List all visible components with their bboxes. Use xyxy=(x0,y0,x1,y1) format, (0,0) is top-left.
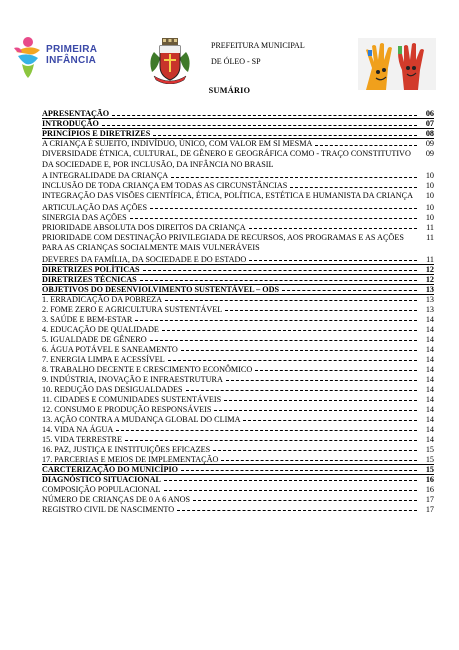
toc-entry-title: 17. PARCERIAS E MEIOS DE IMPLEMENTAÇÃO xyxy=(42,454,219,464)
municipal-crest-icon xyxy=(148,38,192,84)
toc-entry-title: PRIORIDADE ABSOLUTA DOS DIREITOS DA CRIANÇA xyxy=(42,222,246,232)
toc-page-number: 14 xyxy=(425,394,434,404)
toc-leader-dots xyxy=(249,260,417,261)
toc-entry-title: DIVERSIDADE ÉTNICA, CULTURAL, DE GÊNERO E GEOGRÁFICA COMO - TRAÇO CONSTITUTIVO DA SOCIEDADE E, POR INCLUSÃO, DA INFÂNCIA NO BRASIL xyxy=(42,149,411,169)
toc-entry-title: OBJETIVOS DO DESENVIOLVIMENTO SUSTENTÁVEL – ODS xyxy=(42,284,280,294)
toc-page-number: 12 xyxy=(425,274,434,284)
toc-leader-dots xyxy=(140,280,417,281)
toc-entry xyxy=(42,344,434,354)
toc-page-number: 12 xyxy=(425,264,434,274)
toc-entry xyxy=(42,384,434,394)
toc-entry xyxy=(42,504,434,514)
primeira-infancia-logo xyxy=(14,34,98,84)
toc-entry-title: APRESENTAÇÃO xyxy=(42,109,110,118)
toc-page-number: 10 xyxy=(425,212,434,222)
toc-leader-dots xyxy=(214,410,417,411)
toc-leader-dots xyxy=(193,500,417,501)
toc-page-number: 10 xyxy=(425,171,434,180)
toc-page-number: 10 xyxy=(425,191,434,200)
toc-leader-dots xyxy=(150,340,417,341)
toc-page-number: 11 xyxy=(426,222,434,232)
toc-leader-dots xyxy=(225,310,417,311)
toc-entry-title: REGISTRO CIVIL DE NASCIMENTO xyxy=(42,504,175,514)
toc-entry xyxy=(42,202,434,212)
toc-page-number: 14 xyxy=(425,334,434,344)
toc-leader-dots xyxy=(249,228,417,229)
toc-entry-title: INTRODUÇÃO xyxy=(42,119,99,128)
toc-leader-dots xyxy=(102,125,417,126)
painted-hands-image xyxy=(358,38,436,90)
toc-page-number: 16 xyxy=(425,484,434,494)
toc-entry-title: 2. FOME ZERO E AGRICULTURA SUSTENTÁVEL xyxy=(42,304,223,314)
toc-entry-title: DIRETRIZES POLÍTICAS xyxy=(42,264,140,274)
toc-leader-dots xyxy=(177,510,417,511)
toc-leader-dots xyxy=(243,420,417,421)
toc-entry-title: ARTICULAÇÃO DAS AÇÕES xyxy=(42,202,148,212)
toc-entry-title: NÚMERO DE CRIANÇAS DE 0 A 6 ANOS xyxy=(42,494,191,504)
toc-entry xyxy=(42,424,434,434)
toc-leader-dots xyxy=(153,135,417,136)
toc-entry-title: 10. REDUÇÃO DAS DESIGUALDADES xyxy=(42,384,183,394)
toc-entry xyxy=(42,212,434,222)
toc-page-number: 14 xyxy=(425,314,434,324)
toc-page-number: 15 xyxy=(425,444,434,454)
toc-entry xyxy=(42,444,434,454)
toc-entry-title: 5. IGUALDADE DE GÊNERO xyxy=(42,334,147,344)
toc-entry-title: INCLUSÃO DE TODA CRIANÇA EM TODAS AS CIRCUNSTÂNCIAS xyxy=(42,181,288,190)
toc-entry xyxy=(42,148,434,170)
toc-page-number: 09 xyxy=(425,149,434,158)
org-name-line2: DE ÓLEO - SP xyxy=(211,57,261,66)
toc-entry-title: 15. VIDA TERRESTRE xyxy=(42,434,122,444)
toc-entry xyxy=(42,404,434,414)
toc-leader-dots xyxy=(112,115,417,116)
toc-leader-dots xyxy=(150,208,417,209)
toc-entry xyxy=(42,190,434,202)
toc-entry xyxy=(42,294,434,304)
toc-entry xyxy=(42,414,434,424)
toc-leader-dots xyxy=(130,218,417,219)
toc-page-number: 15 xyxy=(425,454,434,464)
toc-leader-dots xyxy=(165,300,417,301)
toc-entry xyxy=(42,434,434,444)
toc-leader-dots xyxy=(181,350,417,351)
toc-entry-title: 3. SAÚDE E BEM-ESTAR xyxy=(42,314,133,324)
toc-entry-title: 9. INDÚSTRIA, INOVAÇÃO E INFRAESTRUTURA xyxy=(42,374,223,384)
toc-entry-title: DEVERES DA FAMÍLIA, DA SOCIEDADE E DO ESTADO xyxy=(42,254,247,264)
toc-entry-title: 1. ERRADICAÇÃO DA POBREZA xyxy=(42,294,163,304)
toc-page-number: 14 xyxy=(425,364,434,374)
toc-leader-dots xyxy=(164,480,417,481)
toc-page-number: 14 xyxy=(425,344,434,354)
toc-entry-title: 4. EDUCAÇÃO DE QUALIDADE xyxy=(42,324,159,334)
toc-entry-title: 8. TRABALHO DECENTE E CRESCIMENTO ECONÔMICO xyxy=(42,364,253,374)
toc-leader-dots xyxy=(162,330,417,331)
toc-leader-dots xyxy=(282,290,417,291)
toc-leader-dots xyxy=(315,145,417,146)
page-title: SUMÁRIO xyxy=(208,86,251,95)
toc-entry-title: 7. ENERGIA LIMPA E ACESSÍVEL xyxy=(42,354,165,364)
toc-page-number: 16 xyxy=(425,474,434,484)
org-name-line1: PREFEITURA MUNICIPAL xyxy=(211,41,305,50)
toc-page-number: 06 xyxy=(425,109,434,118)
toc-entry xyxy=(42,264,434,274)
toc-entry xyxy=(42,284,434,294)
toc-page-number: 08 xyxy=(425,129,434,138)
toc-page-number: 13 xyxy=(425,304,434,314)
toc-entry xyxy=(42,304,434,314)
toc-entry-title: SINERGIA DAS AÇÕES xyxy=(42,212,127,222)
logo-text-infancia: INFÂNCIA xyxy=(46,55,97,66)
toc-entry-title: INTEGRAÇÃO DAS VISÕES CIENTÍFICA, ÉTICA, POLÍTICA, ESTÉTICA E HUMANISTA DA CRIANÇA xyxy=(42,191,414,200)
toc-entry xyxy=(42,138,434,148)
logo-figure-icon xyxy=(14,34,44,80)
toc-leader-dots xyxy=(226,380,417,381)
toc-leader-dots xyxy=(171,177,417,178)
toc-page-number: 11 xyxy=(426,254,434,264)
toc-page-number: 14 xyxy=(425,404,434,414)
toc-entry-title: A INTEGRALIDADE DA CRIANÇA xyxy=(42,171,169,180)
toc-entry-title: DIRETRIZES TÉCNICAS xyxy=(42,274,137,284)
toc-entry-title: 12. CONSUMO E PRODUÇÃO RESPONSÁVEIS xyxy=(42,404,212,414)
toc-entry-title: 11. CIDADES E COMUNIDADES SUSTENTÁVEIS xyxy=(42,394,222,404)
toc-page-number: 10 xyxy=(425,202,434,212)
toc-entry xyxy=(42,354,434,364)
toc-entry xyxy=(42,108,434,118)
toc-entry-title: DIAGNÓSTICO SITUACIONAL xyxy=(42,474,161,484)
toc-page-number: 14 xyxy=(425,434,434,444)
toc-entry xyxy=(42,170,434,180)
toc-leader-dots xyxy=(116,430,417,431)
toc-entry xyxy=(42,454,434,464)
toc-leader-dots xyxy=(164,490,417,491)
toc-entry xyxy=(42,232,434,254)
toc-entry xyxy=(42,394,434,404)
toc-leader-dots xyxy=(143,270,417,271)
toc-entry xyxy=(42,464,434,474)
toc-leader-dots xyxy=(290,187,417,188)
toc-leader-dots xyxy=(255,370,417,371)
toc-page-number: 15 xyxy=(425,464,434,474)
toc-page-number: 14 xyxy=(425,424,434,434)
toc-leader-dots xyxy=(186,390,417,391)
toc-leader-dots xyxy=(125,440,417,441)
toc-entry xyxy=(42,474,434,484)
toc-entry-title: 6. ÁGUA POTÁVEL E SANEAMENTO xyxy=(42,344,178,354)
toc-page-number: 14 xyxy=(425,414,434,424)
toc-page-number: 13 xyxy=(425,284,434,294)
toc-entry xyxy=(42,334,434,344)
toc-leader-dots xyxy=(213,450,417,451)
organization-header xyxy=(211,38,305,70)
toc-entry xyxy=(42,314,434,324)
toc-entry xyxy=(42,222,434,232)
toc-page-number: 14 xyxy=(425,384,434,394)
toc-entry-title: 14. VIDA NA ÁGUA xyxy=(42,424,114,434)
toc-entry xyxy=(42,494,434,504)
toc-page-number: 14 xyxy=(425,354,434,364)
toc-entry-title: COMPOSIÇÃO POPULACIONAL xyxy=(42,484,161,494)
toc-page-number: 13 xyxy=(425,294,434,304)
toc-leader-dots xyxy=(181,470,417,471)
toc-entry xyxy=(42,128,434,138)
toc-entry xyxy=(42,118,434,128)
toc-entry xyxy=(42,484,434,494)
toc-entry xyxy=(42,274,434,284)
toc-page-number: 17 xyxy=(425,494,434,504)
toc-page-number: 10 xyxy=(425,181,434,190)
toc-entry xyxy=(42,254,434,264)
toc-entry-title: 16. PAZ, JUSTIÇA E INSTITUIÇÕES EFICAZES xyxy=(42,444,211,454)
toc-entry xyxy=(42,364,434,374)
toc-entry xyxy=(42,374,434,384)
toc-entry-title: CARCTERIZAÇÃO DO MUNICÍPIO xyxy=(42,464,179,474)
toc-page-number: 09 xyxy=(425,139,434,148)
toc-page-number: 14 xyxy=(425,324,434,334)
toc-leader-dots xyxy=(224,400,417,401)
logo-text-primeira: PRIMEIRA xyxy=(46,44,98,55)
toc-page-number: 07 xyxy=(425,119,434,128)
toc-page-number: 11 xyxy=(426,232,434,242)
toc-leader-dots xyxy=(135,320,417,321)
toc-page-number: 14 xyxy=(425,374,434,384)
toc-entry-title: PRINCÍPIOS E DIRETRIZES xyxy=(42,129,151,138)
toc-leader-dots xyxy=(168,360,417,361)
toc-leader-dots xyxy=(221,460,417,461)
toc-entry xyxy=(42,180,434,190)
toc-page-number: 17 xyxy=(425,504,434,514)
toc-entry-title: A CRIANÇA É SUJEITO, INDIVÍDUO, ÚNICO, COM VALOR EM SI MESMA xyxy=(42,139,313,148)
toc-entry-title: 13. AÇÃO CONTRA A MUDANÇA GLOBAL DO CLIMA xyxy=(42,414,241,424)
table-of-contents xyxy=(42,108,434,514)
toc-entry-title: PRIORIDADE COM DESTINAÇÃO PRIVILEGIADA DE RECURSOS, AOS PROGRAMAS E AS AÇÕES PARA AS CRIANÇAS SOCIALMENTE MAIS VULNERÁVEIS xyxy=(42,232,404,252)
toc-entry xyxy=(42,324,434,334)
